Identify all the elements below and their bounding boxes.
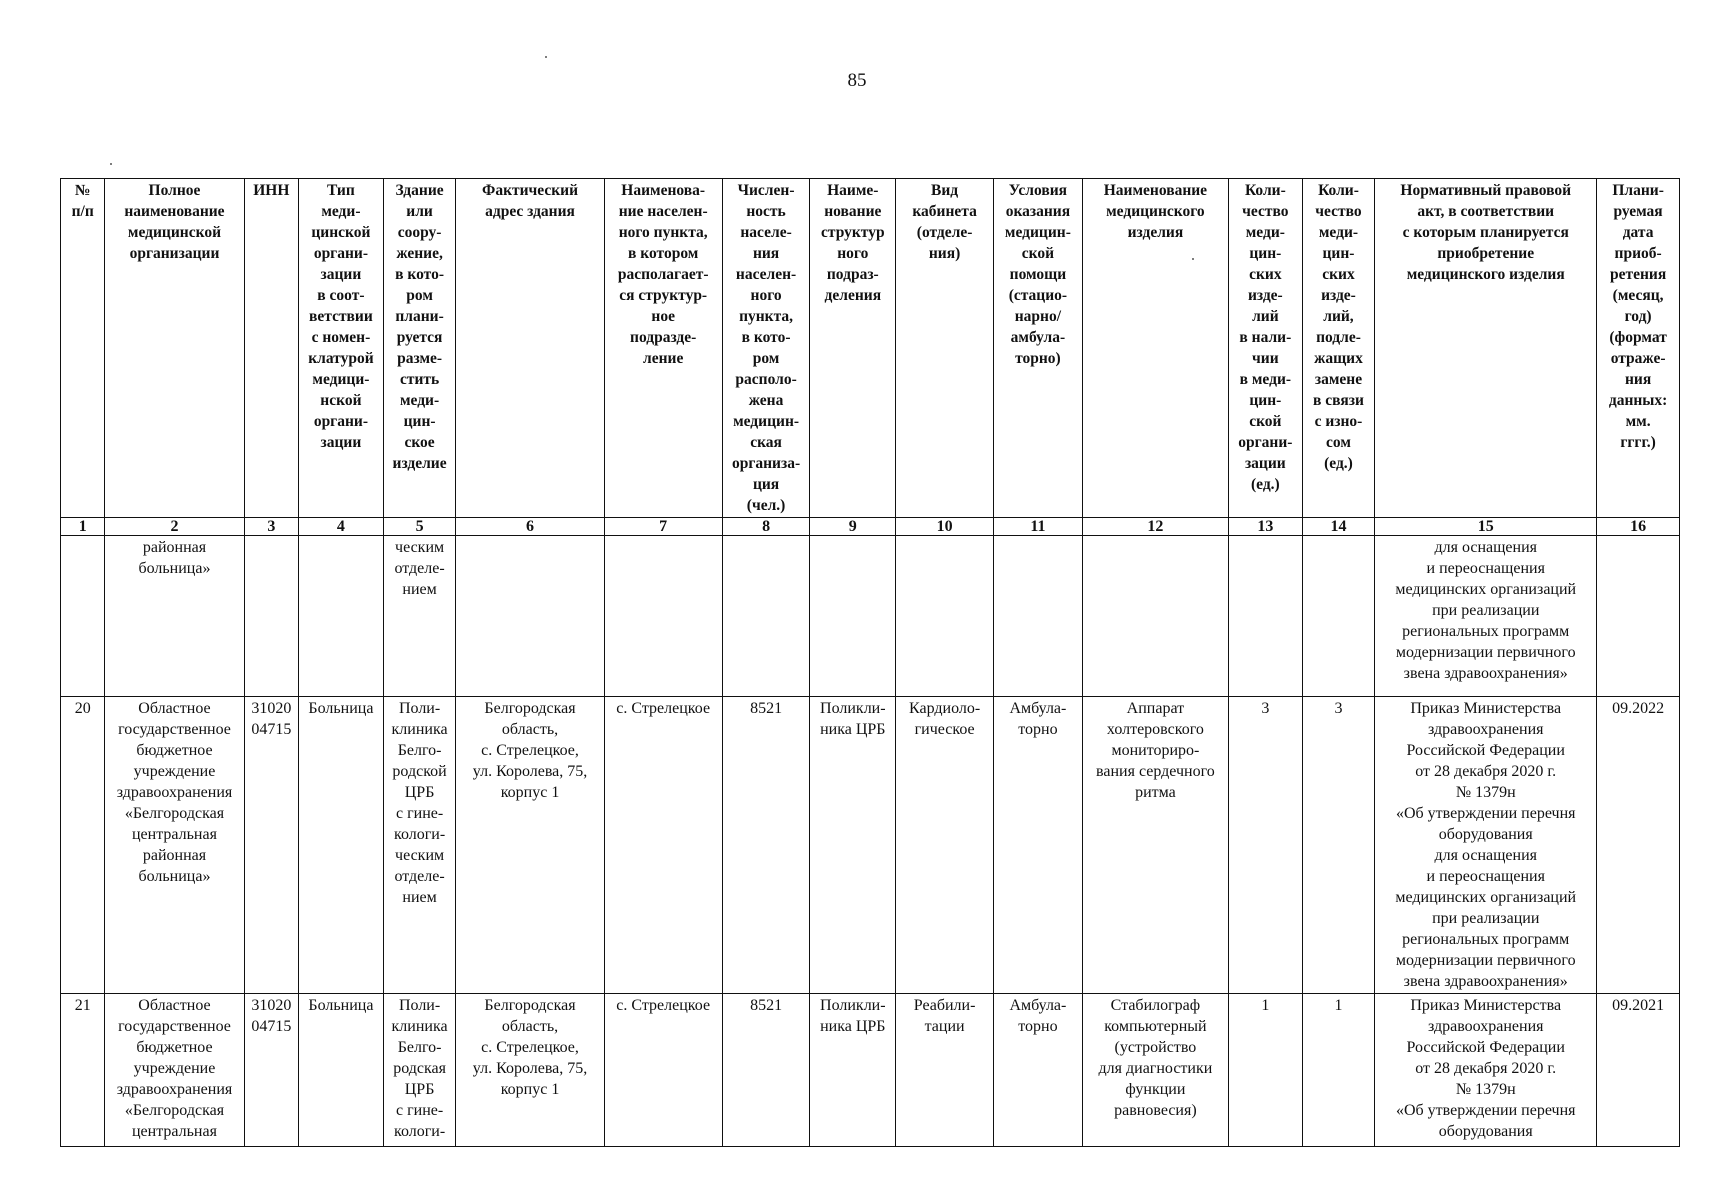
header-cell: Числен- ность населе- ния населен- ного пункта, в кото- ром располо- жена медицин- ская организа- ция (чел.) bbox=[722, 179, 810, 518]
header-cell: Фактический адрес здания bbox=[456, 179, 604, 518]
table-cell bbox=[604, 536, 722, 697]
table-cell: 09.2021 bbox=[1597, 994, 1680, 1147]
table-cell: Больница bbox=[299, 697, 384, 994]
column-number: 3 bbox=[244, 518, 298, 536]
table-cell: Амбула- торно bbox=[994, 697, 1083, 994]
column-number: 9 bbox=[810, 518, 896, 536]
table-cell: с. Стрелецкое bbox=[604, 994, 722, 1147]
table-cell: 20 bbox=[61, 697, 105, 994]
header-cell: ИНН bbox=[244, 179, 298, 518]
column-number-row bbox=[61, 518, 1680, 536]
header-cell: Условия оказания медицин- ской помощи (стацио- нарно/ амбула- торно) bbox=[994, 179, 1083, 518]
table-cell: Реабили- тации bbox=[896, 994, 994, 1147]
table-cell: 09.2022 bbox=[1597, 697, 1680, 994]
column-number: 15 bbox=[1375, 518, 1597, 536]
page-number: 85 bbox=[847, 70, 867, 91]
equipment-table bbox=[60, 178, 1680, 1147]
table-cell: 21 bbox=[61, 994, 105, 1147]
table-cell: Приказ Министерства здравоохранения Российской Федерации от 28 декабря 2020 г. № 1379н «Об утверждении перечня оборудования bbox=[1375, 994, 1597, 1147]
table-cell: Областное государственное бюджетное учреждение здравоохранения «Белгородская центральная bbox=[105, 994, 244, 1147]
table-cell: Белгородская область, с. Стрелецкое, ул. Королева, 75, корпус 1 bbox=[456, 697, 604, 994]
column-number: 14 bbox=[1302, 518, 1375, 536]
table-cell: Аппарат холтеровского мониториро- вания сердечного ритма bbox=[1082, 697, 1228, 994]
table-cell: Белгородская область, с. Стрелецкое, ул. Королева, 75, корпус 1 bbox=[456, 994, 604, 1147]
header-cell: Плани- руемая дата приоб- ретения (месяц, год) (формат отраже- ния данных: мм. гггг.) bbox=[1597, 179, 1680, 518]
column-number: 16 bbox=[1597, 518, 1680, 536]
column-number: 10 bbox=[896, 518, 994, 536]
table-cell: 1 bbox=[1229, 994, 1303, 1147]
table-row-continuation bbox=[61, 536, 1680, 697]
header-cell: Здание или соору- жение, в кото- ром плани- руется разме- стить меди- цин- ское изделие bbox=[383, 179, 456, 518]
column-number: 8 bbox=[722, 518, 810, 536]
table-row bbox=[61, 697, 1680, 994]
header-cell: Наименова- ние населен- ного пункта, в котором располагает- ся структур- ное подразде- ление bbox=[604, 179, 722, 518]
table-header-row bbox=[61, 179, 1680, 518]
table-cell: с. Стрелецкое bbox=[604, 697, 722, 994]
table-cell: Поликли- ника ЦРБ bbox=[810, 697, 896, 994]
header-cell: Тип меди- цинской органи- зации в соот- ветствии с номен- клатурой медици- нской органи- зации bbox=[299, 179, 384, 518]
table-cell bbox=[810, 536, 896, 697]
table-cell bbox=[1302, 536, 1375, 697]
table-cell bbox=[1082, 536, 1228, 697]
table-cell bbox=[722, 536, 810, 697]
table-cell: 3 bbox=[1229, 697, 1303, 994]
column-number: 6 bbox=[456, 518, 604, 536]
column-number: 13 bbox=[1229, 518, 1303, 536]
table-cell: Кардиоло- гическое bbox=[896, 697, 994, 994]
table-cell bbox=[994, 536, 1083, 697]
table-cell: для оснащения и переоснащения медицинских организаций при реализации региональных программ модернизации первичного звена здравоохранения» bbox=[1375, 536, 1597, 697]
table-cell bbox=[244, 536, 298, 697]
column-number: 4 bbox=[299, 518, 384, 536]
table-cell: Амбула- торно bbox=[994, 994, 1083, 1147]
header-cell: № п/п bbox=[61, 179, 105, 518]
table-cell: Поли- клиника Белго- родская ЦРБ с гине- кологи- bbox=[383, 994, 456, 1147]
column-number: 2 bbox=[105, 518, 244, 536]
table-cell: Стабилограф компьютерный (устройство для диагностики функции равновесия) bbox=[1082, 994, 1228, 1147]
scan-speck bbox=[545, 56, 547, 58]
column-number: 7 bbox=[604, 518, 722, 536]
header-cell: Коли- чество меди- цин- ских изде- лий, подле- жащих замене в связи с изно- сом (ед.) bbox=[1302, 179, 1375, 518]
header-cell: Коли- чество меди- цин- ских изде- лий в нали- чии в меди- цин- ской органи- зации (ед.) bbox=[1229, 179, 1303, 518]
table-cell bbox=[1229, 536, 1303, 697]
table-cell: Приказ Министерства здравоохранения Российской Федерации от 28 декабря 2020 г. № 1379н «Об утверждении перечня оборудования для оснащения и переоснащения медицинских организаций при реализации региональных программ модернизации первичного звена здравоохранения» bbox=[1375, 697, 1597, 994]
column-number: 12 bbox=[1082, 518, 1228, 536]
header-cell: Наименование медицинского изделия bbox=[1082, 179, 1228, 518]
header-cell: Наиме- нование структур ного подраз- деления bbox=[810, 179, 896, 518]
scan-speck bbox=[110, 163, 112, 165]
table-cell bbox=[299, 536, 384, 697]
table-cell bbox=[456, 536, 604, 697]
header-cell: Полное наименование медицинской организации bbox=[105, 179, 244, 518]
header-cell: Вид кабинета (отделе- ния) bbox=[896, 179, 994, 518]
header-cell: Нормативный правовой акт, в соответствии с которым планируется приобретение медицинского изделия bbox=[1375, 179, 1597, 518]
table-cell: 31020 04715 bbox=[244, 994, 298, 1147]
table-cell: районная больница» bbox=[105, 536, 244, 697]
table-cell bbox=[1597, 536, 1680, 697]
table-cell bbox=[61, 536, 105, 697]
column-number: 11 bbox=[994, 518, 1083, 536]
table-cell: Больница bbox=[299, 994, 384, 1147]
table-cell: 31020 04715 bbox=[244, 697, 298, 994]
table-cell: 8521 bbox=[722, 697, 810, 994]
table-cell: Областное государственное бюджетное учреждение здравоохранения «Белгородская центральная районная больница» bbox=[105, 697, 244, 994]
table-cell: 8521 bbox=[722, 994, 810, 1147]
table-cell: Поликли- ника ЦРБ bbox=[810, 994, 896, 1147]
table-cell bbox=[896, 536, 994, 697]
table-row bbox=[61, 994, 1680, 1147]
table-cell: ческим отделе- нием bbox=[383, 536, 456, 697]
table-cell: 3 bbox=[1302, 697, 1375, 994]
column-number: 1 bbox=[61, 518, 105, 536]
column-number: 5 bbox=[383, 518, 456, 536]
table-cell: Поли- клиника Белго- родской ЦРБ с гине- кологи- ческим отделе- нием bbox=[383, 697, 456, 994]
table-cell: 1 bbox=[1302, 994, 1375, 1147]
